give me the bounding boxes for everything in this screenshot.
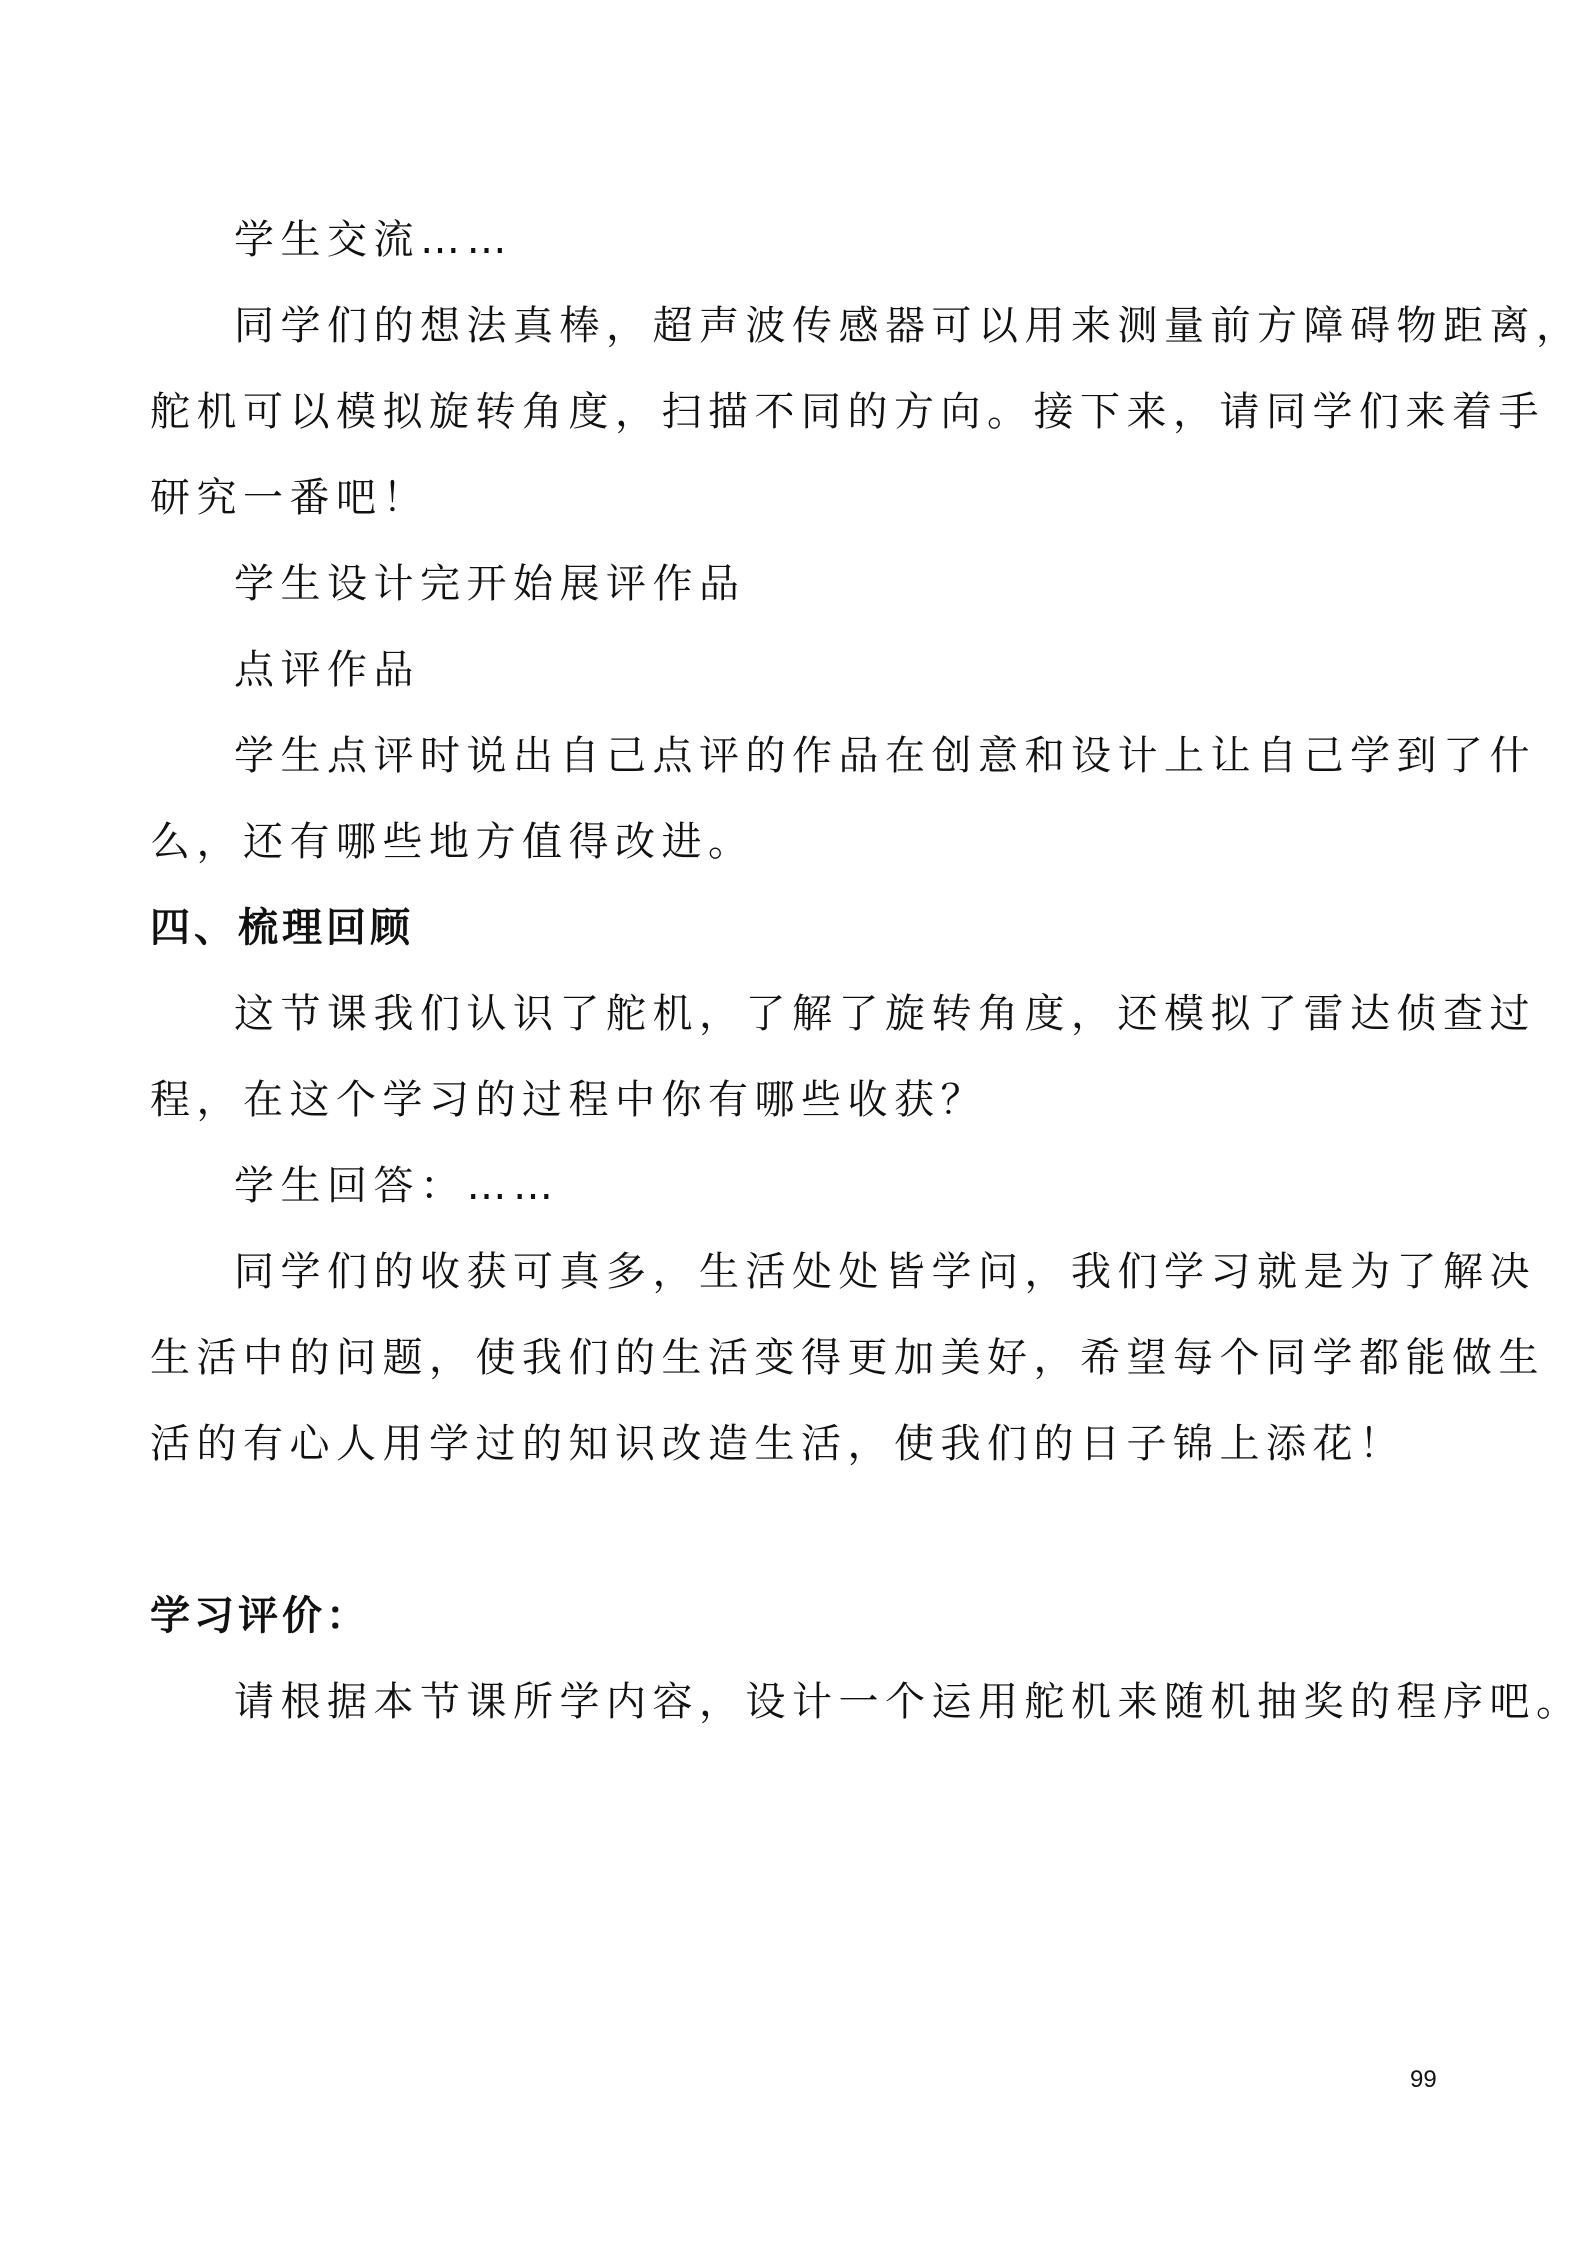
paragraph-student-exchange: 学生交流…… bbox=[234, 217, 513, 263]
paragraph-ideas-line2: 舵机可以模拟旋转角度，扫描不同的方向。接下来，请同学们来着手 bbox=[150, 389, 1545, 435]
paragraph-peer-review-line2: 么，还有哪些地方值得改进。 bbox=[150, 819, 755, 865]
paragraph-evaluation-task: 请根据本节课所学内容，设计一个运用舵机来随机抽奖的程序吧。 bbox=[234, 1679, 1583, 1725]
section-heading-evaluation: 学习评价： bbox=[150, 1593, 370, 1639]
paragraph-summary-line1: 这节课我们认识了舵机，了解了旋转角度，还模拟了雷达侦查过 bbox=[234, 991, 1536, 1037]
paragraph-student-answer: 学生回答：…… bbox=[234, 1163, 560, 1209]
paragraph-peer-review-line1: 学生点评时说出自己点评的作品在创意和设计上让自己学到了什 bbox=[234, 733, 1536, 779]
paragraph-ideas-line1: 同学们的想法真棒，超声波传感器可以用来测量前方障碍物距离， bbox=[234, 303, 1583, 349]
paragraph-review-works: 点评作品 bbox=[234, 647, 420, 693]
paragraph-conclusion-line2: 生活中的问题，使我们的生活变得更加美好，希望每个同学都能做生 bbox=[150, 1335, 1545, 1381]
paragraph-summary-line2: 程，在这个学习的过程中你有哪些收获？ bbox=[150, 1077, 987, 1123]
paragraph-student-design: 学生设计完开始展评作品 bbox=[234, 561, 746, 607]
section-heading-review: 四、梳理回顾 bbox=[150, 905, 414, 951]
page-number: 99 bbox=[1410, 2066, 1437, 2093]
paragraph-conclusion-line3: 活的有心人用学过的知识改造生活，使我们的日子锦上添花！ bbox=[150, 1421, 1406, 1467]
paragraph-conclusion-line1: 同学们的收获可真多，生活处处皆学问，我们学习就是为了解决 bbox=[234, 1249, 1536, 1295]
paragraph-ideas-line3: 研究一番吧！ bbox=[150, 475, 429, 521]
